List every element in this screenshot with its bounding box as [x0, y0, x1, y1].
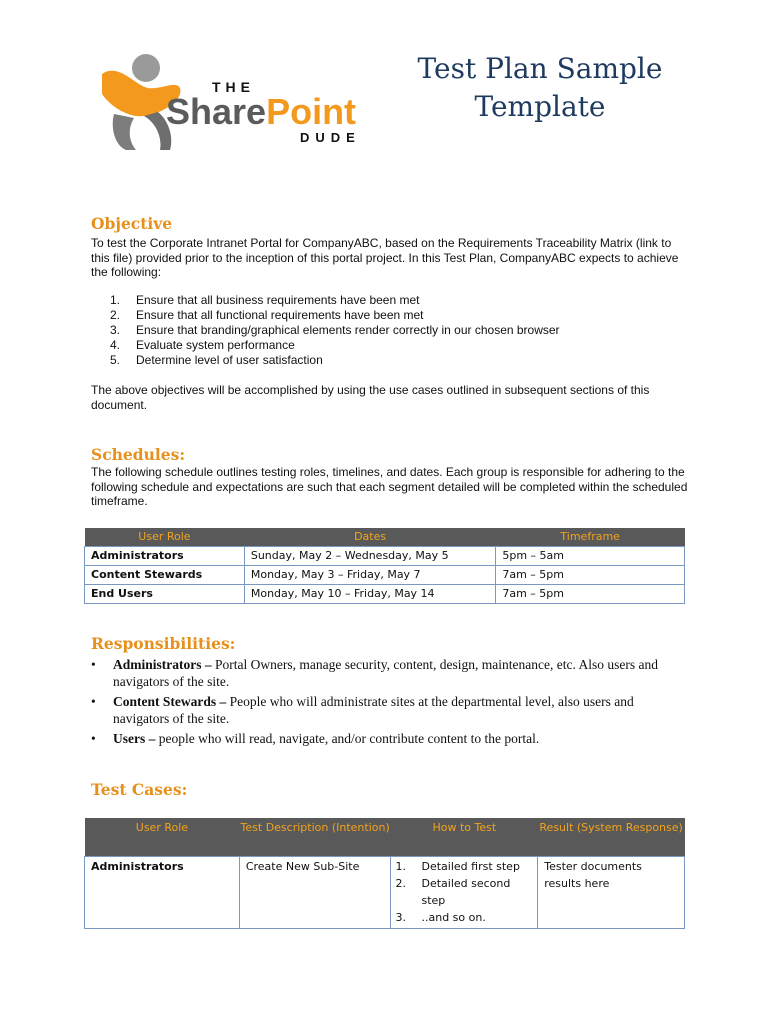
objective-heading: Objective — [91, 214, 173, 233]
list-item: 1. Detailed first step — [395, 859, 520, 873]
logo-text-the: THE — [212, 79, 255, 95]
list-item: • Administrators – Portal Owners, manage security, content, design, maintenance, etc. Also users and navigators of the site. — [91, 657, 658, 689]
column-header: User Role — [85, 818, 240, 856]
list-item: 1. Ensure that all business requirements have been met — [110, 293, 420, 307]
list-item: 4. Evaluate system performance — [110, 338, 295, 352]
column-header: Result (System Response) — [538, 818, 685, 856]
table-cell: 5pm – 5am — [496, 546, 685, 565]
table-cell: 7am – 5pm — [496, 565, 685, 584]
table-cell: Monday, May 10 – Friday, May 14 — [244, 584, 496, 603]
column-header: Test Description (Intention) — [239, 818, 391, 856]
test-cases-heading: Test Cases: — [91, 780, 188, 799]
objective-intro: To test the Corporate Intranet Portal for CompanyABC, based on the Requirements Traceability Matrix (link to this file) provided prior to the inception of this portal project. In this Test Plan, CompanyABC expects to achieve the following: — [91, 236, 679, 279]
list-item: 2. Ensure that all functional requirements have been met — [110, 308, 424, 322]
schedule-table — [84, 528, 685, 604]
table-cell: Administrators — [85, 856, 240, 928]
table-cell: Tester documents results here — [538, 856, 685, 928]
responsibilities-list — [91, 656, 691, 750]
responsibilities-heading: Responsibilities: — [91, 634, 236, 653]
logo-text-dude: DUDE — [300, 130, 361, 145]
schedules-heading: Schedules: — [91, 445, 186, 464]
table-cell: Monday, May 3 – Friday, May 7 — [244, 565, 496, 584]
table-row — [85, 565, 685, 584]
bullet: • — [91, 731, 96, 746]
list-item: 5. Determine level of user satisfaction — [110, 353, 323, 367]
table-cell: 7am – 5pm — [496, 584, 685, 603]
title-line-2: Template — [474, 90, 606, 123]
logo-text-sharepoint: SharePoint — [166, 91, 357, 132]
title-line-1: Test Plan Sample — [417, 52, 663, 85]
list-item: 3. Ensure that branding/graphical elements render correctly in our chosen browser — [110, 323, 560, 337]
list-item: 3. ..and so on. — [395, 910, 486, 924]
table-header-row — [85, 818, 685, 856]
bullet: • — [91, 694, 96, 709]
logo-graphic — [88, 44, 398, 154]
table-cell-steps — [391, 856, 538, 928]
table-cell: Sunday, May 2 – Wednesday, May 5 — [244, 546, 496, 565]
test-cases-table — [84, 818, 685, 929]
logo-figure-leg — [113, 114, 136, 150]
column-header: Dates — [244, 528, 496, 546]
table-cell: Administrators — [85, 546, 245, 565]
sharepoint-dude-logo — [88, 44, 398, 154]
table-cell: Create New Sub-Site — [239, 856, 391, 928]
column-header: User Role — [85, 528, 245, 546]
logo-figure-head — [132, 54, 160, 82]
schedules-intro: The following schedule outlines testing roles, timelines, and dates. Each group is responsible for adhering to the following schedule and expectations are such that each segment detailed will be completed within the scheduled timeframe. — [91, 465, 688, 508]
list-item: 2. Detailed second step — [395, 876, 511, 907]
document-title — [400, 50, 680, 126]
column-header: Timeframe — [496, 528, 685, 546]
objective-list — [110, 293, 560, 368]
table-header-row — [85, 528, 685, 546]
list-item: • Content Stewards – People who will administrate sites at the departmental level, also users and navigators of the site. — [91, 694, 634, 726]
table-cell: Content Stewards — [85, 565, 245, 584]
table-row — [85, 856, 685, 928]
bullet: • — [91, 657, 96, 672]
table-cell: End Users — [85, 584, 245, 603]
objective-outro: The above objectives will be accomplished by using the use cases outlined in subsequent sections of this document. — [91, 383, 650, 412]
column-header: How to Test — [391, 818, 538, 856]
list-item: • Users – people who will read, navigate, and/or contribute content to the portal. — [91, 731, 540, 746]
table-row — [85, 584, 685, 603]
table-row — [85, 546, 685, 565]
